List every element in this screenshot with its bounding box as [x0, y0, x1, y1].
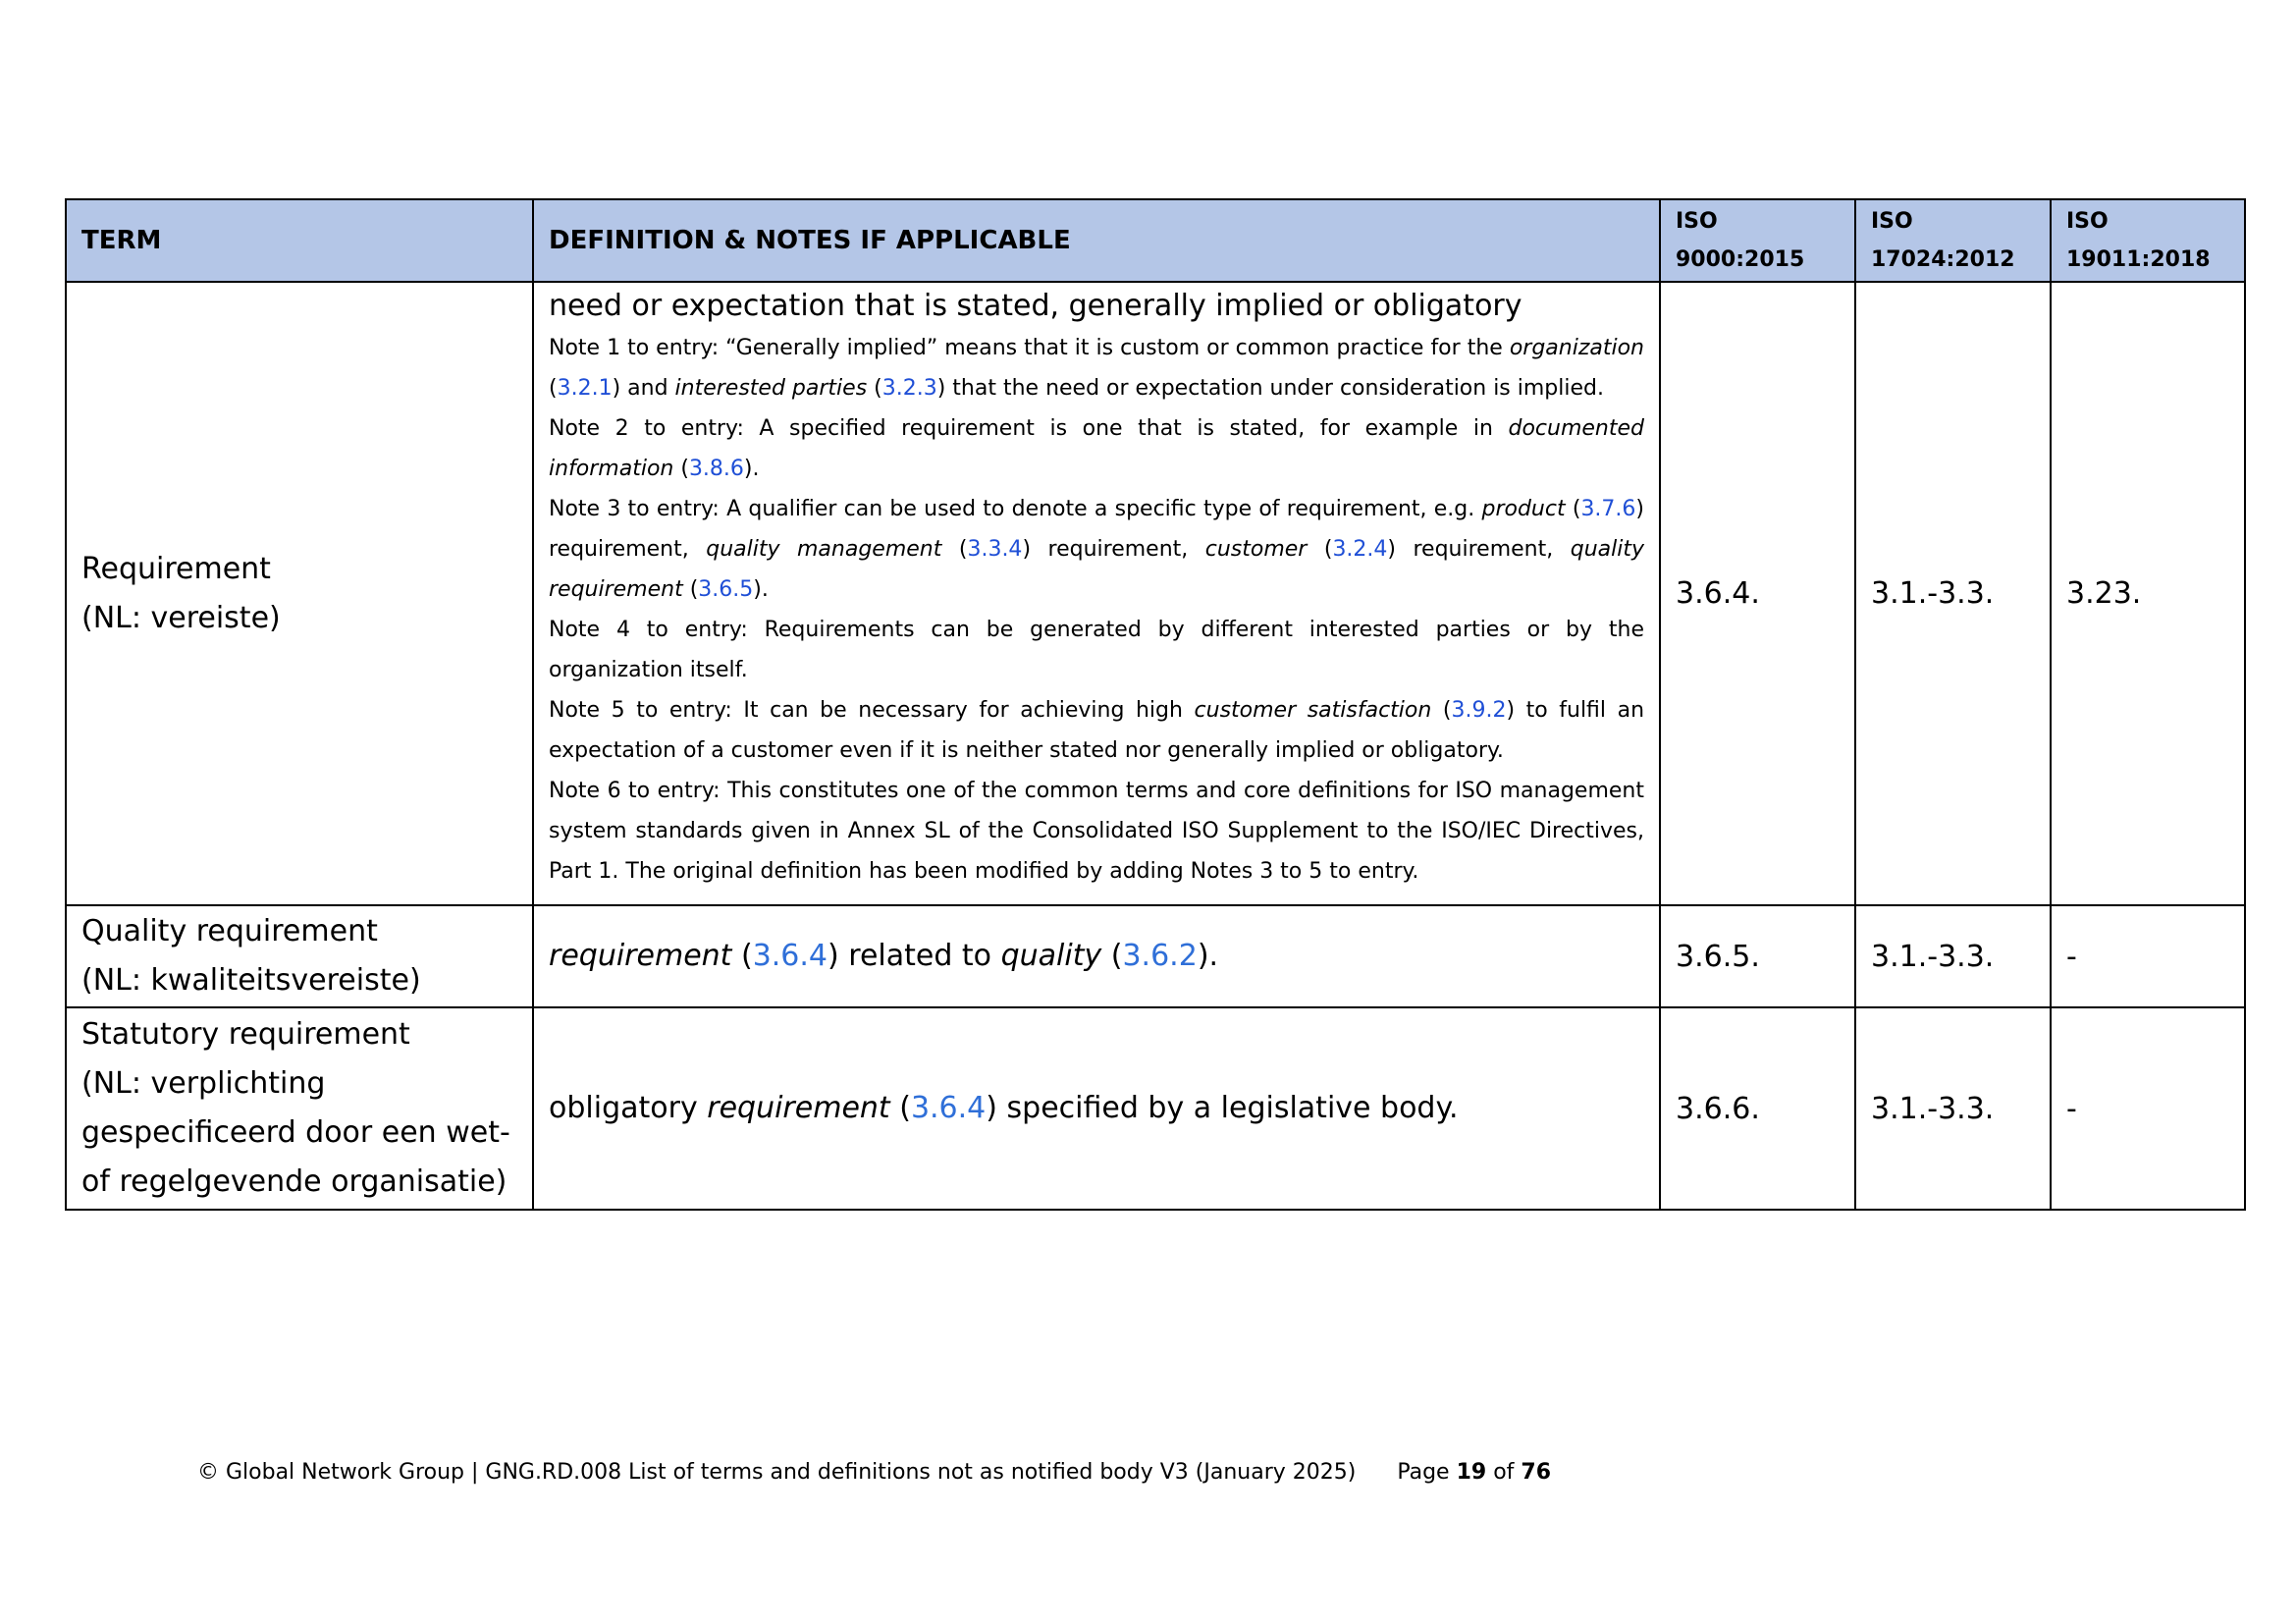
ref-link[interactable]: 3.2.4: [1332, 537, 1388, 562]
ref-link[interactable]: 3.3.4: [967, 537, 1023, 562]
iso-19011-value: -: [2051, 1007, 2245, 1210]
ref-link[interactable]: 3.9.2: [1451, 698, 1507, 723]
header-iso-9000: ISO 9000:2015: [1660, 199, 1855, 282]
note-1: Note 1 to entry: “Generally implied” means that it is custom or common practice for the organization (3.2.1) and interested parties (3.2.3) that the need or expectation under consideration is implied.: [549, 336, 1644, 401]
iso-17024-value: 3.1.-3.3.: [1855, 282, 2051, 905]
term-cell: Requirement (NL: vereiste): [66, 282, 533, 905]
note-6: Note 6 to entry: This constitutes one of the common terms and core definitions for ISO management system standards given in Annex SL of the Consolidated ISO Supplement to the ISO/IEC Directives, Part 1. The original definition has been modified by adding Notes 3 to 5 to entry.: [549, 779, 1644, 884]
footer-text: © Global Network Group | GNG.RD.008 List of terms and definitions not as notified body V3 (January 2025): [197, 1460, 1357, 1485]
definition-text: need or expectation that is stated, generally implied or obligatory: [549, 289, 1522, 323]
iso-19011-value: -: [2051, 905, 2245, 1007]
ref-link[interactable]: 3.6.2: [1122, 939, 1198, 973]
ref-link[interactable]: 3.6.4: [752, 939, 828, 973]
definition-cell: requirement (3.6.4) related to quality (3.6.2).: [533, 905, 1660, 1007]
iso-9000-value: 3.6.6.: [1660, 1007, 1855, 1210]
ref-link[interactable]: 3.6.5: [698, 577, 754, 602]
term-cell: Statutory requirement (NL: verplichting gespecificeerd door een wet-of regelgevende organisatie): [66, 1007, 533, 1210]
definition-cell: [533, 282, 1660, 905]
note-3: Note 3 to entry: A qualifier can be used to denote a specific type of requirement, e.g. product (3.7.6) requirement, quality management (3.3.4) requirement, customer (3.2.4) requirement, quality requirement (3.6.5).: [549, 497, 1645, 602]
terms-table: [65, 198, 2246, 1211]
ref-link[interactable]: 3.6.4: [910, 1091, 987, 1125]
table-header-row: [66, 199, 2245, 282]
header-iso-19011: ISO 19011:2018: [2051, 199, 2245, 282]
header-definition: DEFINITION & NOTES IF APPLICABLE: [533, 199, 1660, 282]
header-term: TERM: [66, 199, 533, 282]
page-number: Page 19 of 76: [1397, 1460, 1552, 1485]
ref-link[interactable]: 3.8.6: [688, 457, 744, 481]
iso-9000-value: 3.6.4.: [1660, 282, 1855, 905]
term-cell: Quality requirement (NL: kwaliteitsvereiste): [66, 905, 533, 1007]
definition-cell: obligatory requirement (3.6.4) specified by a legislative body.: [533, 1007, 1660, 1210]
table-row: [66, 905, 2245, 1007]
ref-link[interactable]: 3.2.3: [881, 376, 937, 401]
note-2: Note 2 to entry: A specified requirement is one that is stated, for example in documented information (3.8.6).: [549, 416, 1644, 481]
page-footer: [197, 1460, 1551, 1485]
note-5: Note 5 to entry: It can be necessary for achieving high customer satisfaction (3.9.2) to fulfil an expectation of a customer even if it is neither stated nor generally implied or obligatory.: [549, 698, 1645, 763]
iso-9000-value: 3.6.5.: [1660, 905, 1855, 1007]
iso-19011-value: 3.23.: [2051, 282, 2245, 905]
header-iso-17024: ISO 17024:2012: [1855, 199, 2051, 282]
note-4: Note 4 to entry: Requirements can be generated by different interested parties or by the organization itself.: [549, 618, 1644, 682]
ref-link[interactable]: 3.7.6: [1580, 497, 1636, 521]
ref-link[interactable]: 3.2.1: [557, 376, 613, 401]
iso-17024-value: 3.1.-3.3.: [1855, 905, 2051, 1007]
table-row: [66, 282, 2245, 905]
iso-17024-value: 3.1.-3.3.: [1855, 1007, 2051, 1210]
table-row: [66, 1007, 2245, 1210]
